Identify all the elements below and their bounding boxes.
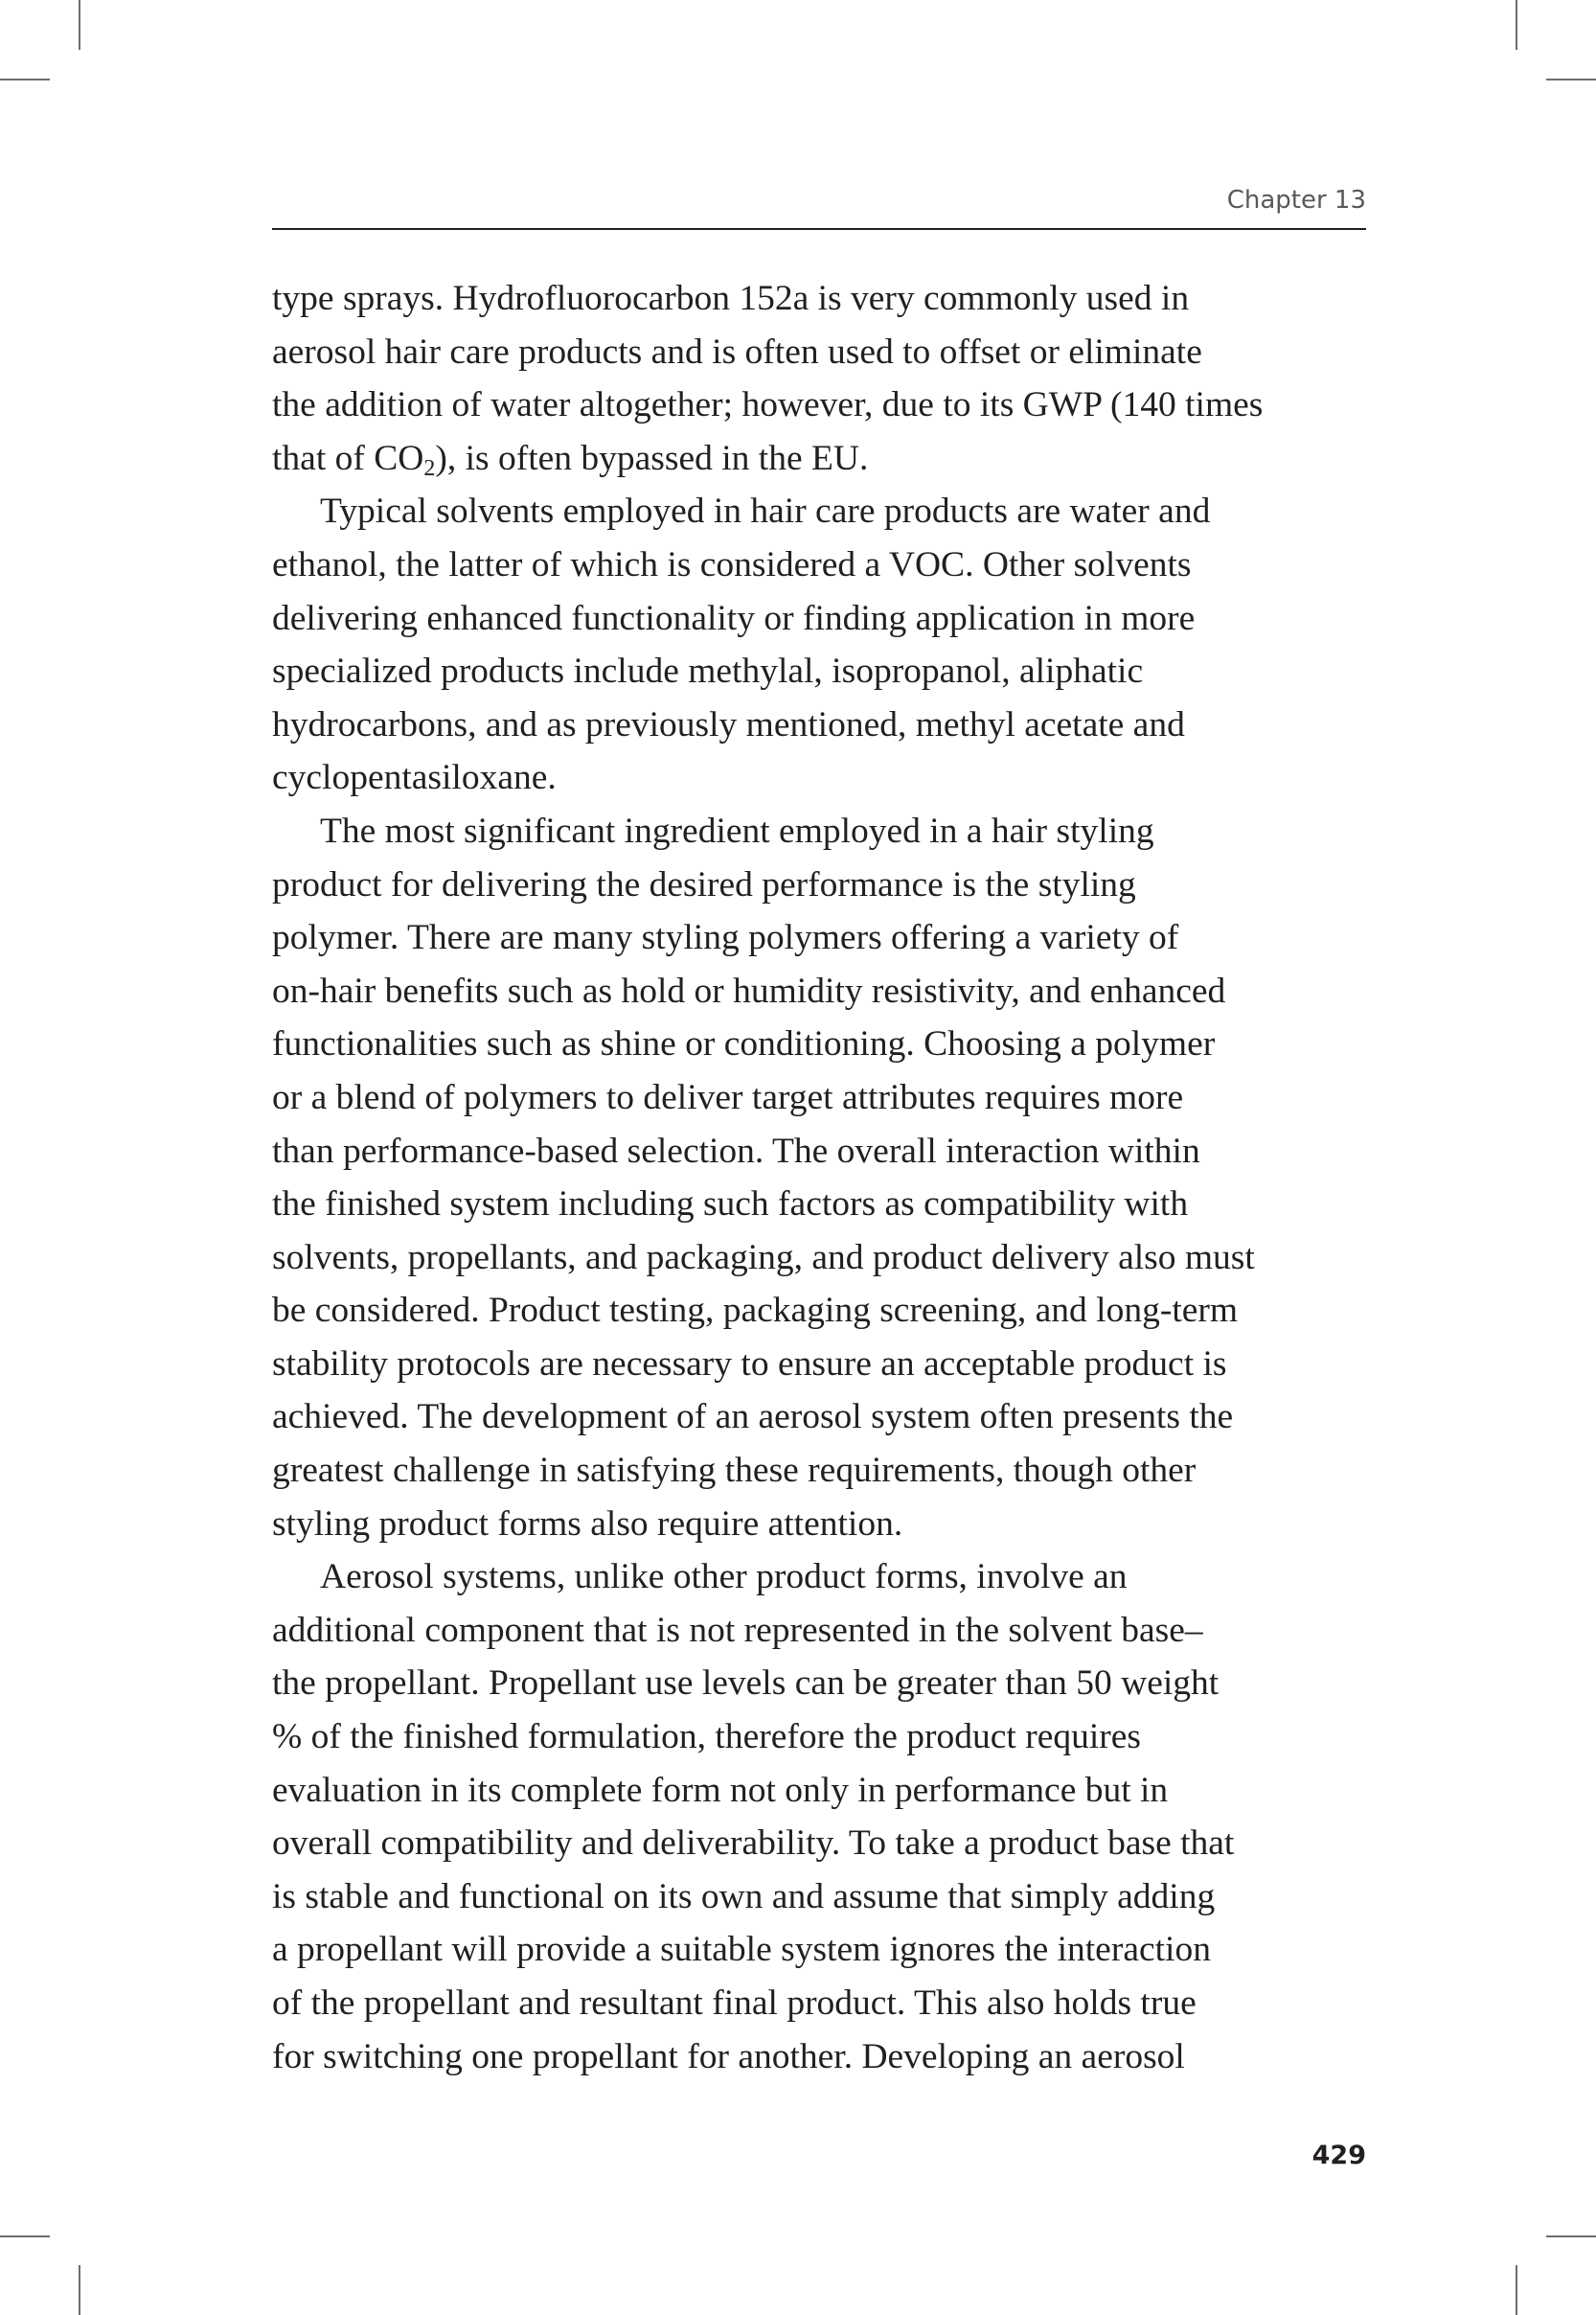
- text-line: styling product forms also require attention.: [272, 1503, 903, 1544]
- text-line: of the propellant and resultant final product. This also holds true: [272, 1983, 1197, 2023]
- text-line: is stable and functional on its own and assume that simply adding: [272, 1876, 1216, 1916]
- crop-mark-top-left-horizontal: [0, 79, 50, 80]
- paragraph-start-line: Typical solvents employed in hair care products are water and: [320, 492, 1211, 532]
- crop-mark-bottom-right-horizontal: [1546, 2235, 1596, 2237]
- text-line: aerosol hair care products and is often used to offset or eliminate: [272, 332, 1202, 372]
- text-line: hydrocarbons, and as previously mentioned, methyl acetate and: [272, 704, 1185, 745]
- text-line: polymer. There are many styling polymers offering a variety of: [272, 918, 1179, 958]
- text-fragment: ), is often bypassed in the EU.: [435, 438, 869, 478]
- crop-mark-top-left-vertical: [79, 0, 80, 50]
- body-text: [272, 272, 1374, 2083]
- text-line: functionalities such as shine or conditioning. Choosing a polymer: [272, 1024, 1216, 1065]
- text-line: % of the finished formulation, therefore the product requires: [272, 1717, 1141, 1757]
- text-line: additional component that is not represented in the solvent base–: [272, 1610, 1203, 1650]
- text-line: solvents, propellants, and packaging, and product delivery also must: [272, 1237, 1255, 1277]
- crop-mark-bottom-left-vertical: [79, 2265, 80, 2315]
- text-line: ethanol, the latter of which is considered a VOC. Other solvents: [272, 544, 1192, 584]
- text-line: delivering enhanced functionality or finding application in more: [272, 598, 1196, 638]
- text-line: be considered. Product testing, packaging screening, and long-term: [272, 1291, 1239, 1331]
- crop-mark-top-right-horizontal: [1546, 79, 1596, 80]
- text-line: achieved. The development of an aerosol system often presents the: [272, 1397, 1234, 1437]
- paragraph-start-line: The most significant ingredient employed in a hair styling: [320, 811, 1154, 851]
- crop-mark-bottom-right-vertical: [1516, 2265, 1517, 2315]
- text-line: or a blend of polymers to deliver target attributes requires more: [272, 1077, 1184, 1117]
- crop-mark-top-right-vertical: [1516, 0, 1517, 50]
- text-line: evaluation in its complete form not only in performance but in: [272, 1770, 1169, 1810]
- text-line: stability protocols are necessary to ensure an acceptable product is: [272, 1343, 1227, 1384]
- text-line: overall compatibility and deliverability. To take a product base that: [272, 1823, 1235, 1864]
- text-line: product for delivering the desired performance is the styling: [272, 864, 1136, 905]
- text-line: cyclopentasiloxane.: [272, 758, 557, 798]
- running-head-chapter: Chapter 13: [1226, 186, 1366, 215]
- paragraph-start-line: Aerosol systems, unlike other product forms, involve an: [320, 1557, 1128, 1597]
- header-rule: [272, 228, 1366, 230]
- text-line: the finished system including such factors as compatibility with: [272, 1184, 1189, 1225]
- text-line: greatest challenge in satisfying these requirements, though other: [272, 1451, 1197, 1491]
- crop-mark-bottom-left-horizontal: [0, 2235, 50, 2237]
- page-number: 429: [1311, 2141, 1366, 2170]
- text-line-with-subscript: [272, 432, 1374, 486]
- text-line: the addition of water altogether; however, due to its GWP (140 times: [272, 385, 1264, 425]
- text-line: on-hair benefits such as hold or humidity resistivity, and enhanced: [272, 971, 1226, 1011]
- text-fragment: that of CO: [272, 438, 424, 478]
- subscript: 2: [423, 455, 436, 481]
- text-line: type sprays. Hydrofluorocarbon 152a is very commonly used in: [272, 279, 1190, 318]
- text-line: a propellant will provide a suitable system ignores the interaction: [272, 1930, 1211, 1970]
- text-line: than performance-based selection. The overall interaction within: [272, 1131, 1200, 1171]
- text-line: specialized products include methylal, isopropanol, aliphatic: [272, 652, 1144, 692]
- text-line: the propellant. Propellant use levels can be greater than 50 weight: [272, 1663, 1220, 1704]
- text-line: for switching one propellant for another. Developing an aerosol: [272, 2036, 1185, 2076]
